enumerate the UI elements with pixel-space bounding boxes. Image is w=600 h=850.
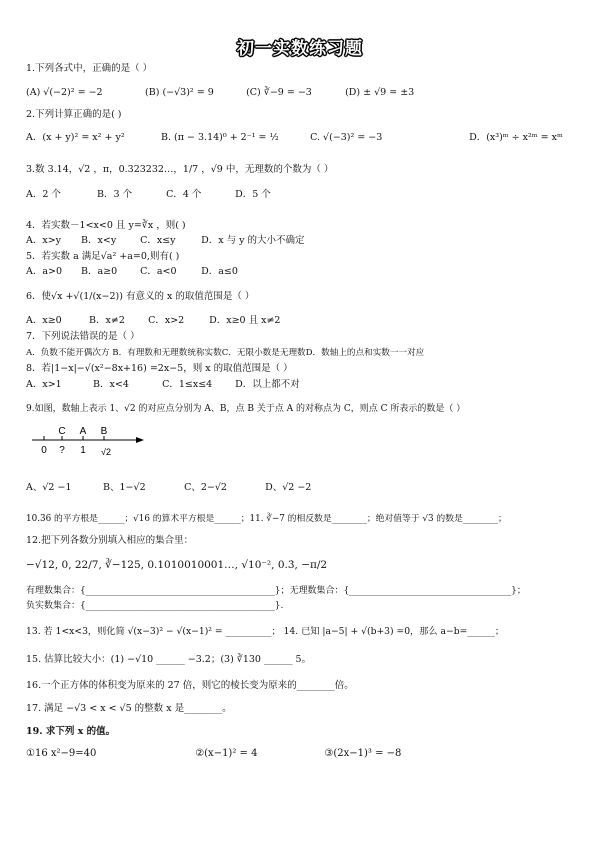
number-line-figure xyxy=(26,425,156,461)
q8-option-d: D．以上都不对 xyxy=(235,379,300,390)
label-point-a: A xyxy=(79,426,87,437)
q2-option-c: C. √(−3)² = −3 xyxy=(310,132,383,143)
q6-stem: 6．使√x +√(1/(x−2)) 有意义的 x 的取值范围是（ ） xyxy=(26,291,255,302)
label-point-c: C xyxy=(58,426,66,437)
q7-stem: 7．下列说法错误的是（ ） xyxy=(26,331,140,342)
q12-stem: 12.把下列各数分别填入相应的集合里： xyxy=(26,535,194,546)
q2-options xyxy=(26,131,569,145)
q12-rational-irrational-sets: 有理数集合：{__________________________________________}；无理数集合：{____________________________________}； xyxy=(26,586,526,596)
q16-text: 16.一个正方体的体积变为原来的 27 倍，则它的棱长变为原来的________倍。 xyxy=(26,680,354,691)
q4-option-c: C．x≤y xyxy=(140,235,176,246)
q6-option-b: B．x≠2 xyxy=(89,315,125,326)
q8-option-b: B．x<4 xyxy=(93,379,129,390)
number-line-arrow xyxy=(136,437,144,443)
label-value-1: 1 xyxy=(80,445,86,456)
q8-stem: 8．若|1−x|−√(x²−8x+16) =2x−5，则 x 的取值范围是（ ） xyxy=(26,363,293,374)
q3-options xyxy=(26,188,277,202)
label-value-root2: √2 xyxy=(101,447,111,457)
q2-option-a: A．(x + y)² = x² + y² xyxy=(26,132,125,143)
q19-part-3: ③(2x−1)³ = −8 xyxy=(324,748,402,759)
q15-text: 15. 估算比较大小：(1) −√10 ______ −3.2；(3) ∛130 ______ 5。 xyxy=(26,654,312,665)
q4-stem: 4．若实数－1<x<0 且 y=∛x ，则( ) xyxy=(26,220,186,231)
q3-option-b: B．3 个 xyxy=(97,189,133,200)
q5-stem: 5．若实数 a 满足√a² +a=0,则有( ) xyxy=(26,251,180,262)
q9-option-a: A、√2 −1 xyxy=(26,482,72,493)
q2-option-b: B. (π − 3.14)⁰ + 2⁻¹ = ½ xyxy=(161,132,279,143)
q1-options xyxy=(26,86,420,100)
q1-stem: 1.下列各式中，正确的是（ ） xyxy=(26,63,153,74)
q13-q14-text: 13. 若 1<x<3，则化简 √(x−3)² − √(x−1)² = __________； 14. 已知 |a−5| + √(b+3) =0，那么 a−b=______； xyxy=(26,626,505,637)
q5-option-d: D．a≤0 xyxy=(201,266,238,277)
q5-options xyxy=(26,265,244,279)
q4-option-a: A．x>y xyxy=(26,235,62,246)
q8-options xyxy=(26,378,306,392)
q2-stem: 2.下列计算正确的是( ) xyxy=(26,109,122,120)
q8-option-c: C．1≤x≤4 xyxy=(162,379,213,390)
q19-stem: 19. 求下列 x 的值。 xyxy=(26,726,116,737)
q6-options xyxy=(26,314,286,328)
q4-option-d: D．x 与 y 的大小不确定 xyxy=(201,235,305,246)
q3-option-d: D．5 个 xyxy=(235,189,271,200)
page-title: 初一实数练习题 xyxy=(237,39,363,59)
q2-option-d: D．(x³)ᵐ ÷ x²ᵐ = xᵐ xyxy=(469,132,563,143)
q4-option-b: B．x<y xyxy=(81,235,117,246)
q19-part-2: ②(x−1)² = 4 xyxy=(195,748,258,759)
q5-option-b: B．a≥0 xyxy=(81,266,118,277)
q17-text: 17. 满足 −√3 < x < √5 的整数 x 是________。 xyxy=(26,703,232,714)
q19-parts xyxy=(26,747,407,761)
q8-option-a: A．x>1 xyxy=(26,379,62,390)
q9-options xyxy=(26,481,317,495)
q6-option-a: A．x≥0 xyxy=(26,315,62,326)
q4-options xyxy=(26,234,311,248)
label-point-b: B xyxy=(100,426,108,437)
q1-option-b: (B) (−√3)² = 9 xyxy=(145,87,214,98)
q10-q11-text: 10.36 的平方根是______；√16 的算术平方根是______；11. ∛−7 的相反数是________；绝对值等于 √3 的数是________； xyxy=(26,514,507,524)
q3-option-a: A．2 个 xyxy=(26,189,61,200)
q9-stem: 9.如图，数轴上表示 1、√2 的对应点分别为 A、B，点 B 关于点 A 的对称点为 C，则点 C 所表示的数是（ ） xyxy=(26,404,466,414)
q12-numbers: −√12, 0, 22/7, ∛−125, 0.1010010001…, √10⁻², 0.3̇, −π/2 xyxy=(26,559,328,571)
q7-options: A．负数不能开偶次方 B．有理数和无理数统称实数C．无限小数是无理数D．数轴上的点和实数一一对应 xyxy=(26,348,425,358)
q1-option-a: (A) √(−2)² = −2 xyxy=(26,87,103,98)
q9-option-b: B、1−√2 xyxy=(103,482,146,493)
label-value-unknown: ? xyxy=(59,445,65,456)
q3-stem: 3.数 3.14，√2 ，π，0.323232…，1/7 ，√9 中，无理数的个数为（ ） xyxy=(26,164,334,175)
q1-option-d: (D) ± √9 = ±3 xyxy=(345,87,415,98)
q5-option-c: C．a<0 xyxy=(140,266,177,277)
q12-negative-set: 负实数集合：{__________________________________________}. xyxy=(26,601,284,611)
q5-option-a: A．a>0 xyxy=(26,266,63,277)
q19-part-1: ①16 x²−9=40 xyxy=(26,748,97,759)
q9-option-d: D、√2 −2 xyxy=(265,482,312,493)
q9-option-c: C、2−√2 xyxy=(184,482,227,493)
q3-option-c: C．4 个 xyxy=(166,189,202,200)
q6-option-d: D．x≥0 且 x≠2 xyxy=(209,315,281,326)
label-value-0: 0 xyxy=(41,445,47,456)
q6-option-c: C．x>2 xyxy=(148,315,185,326)
q1-option-c: (C) ∛−9 = −3 xyxy=(246,87,312,98)
